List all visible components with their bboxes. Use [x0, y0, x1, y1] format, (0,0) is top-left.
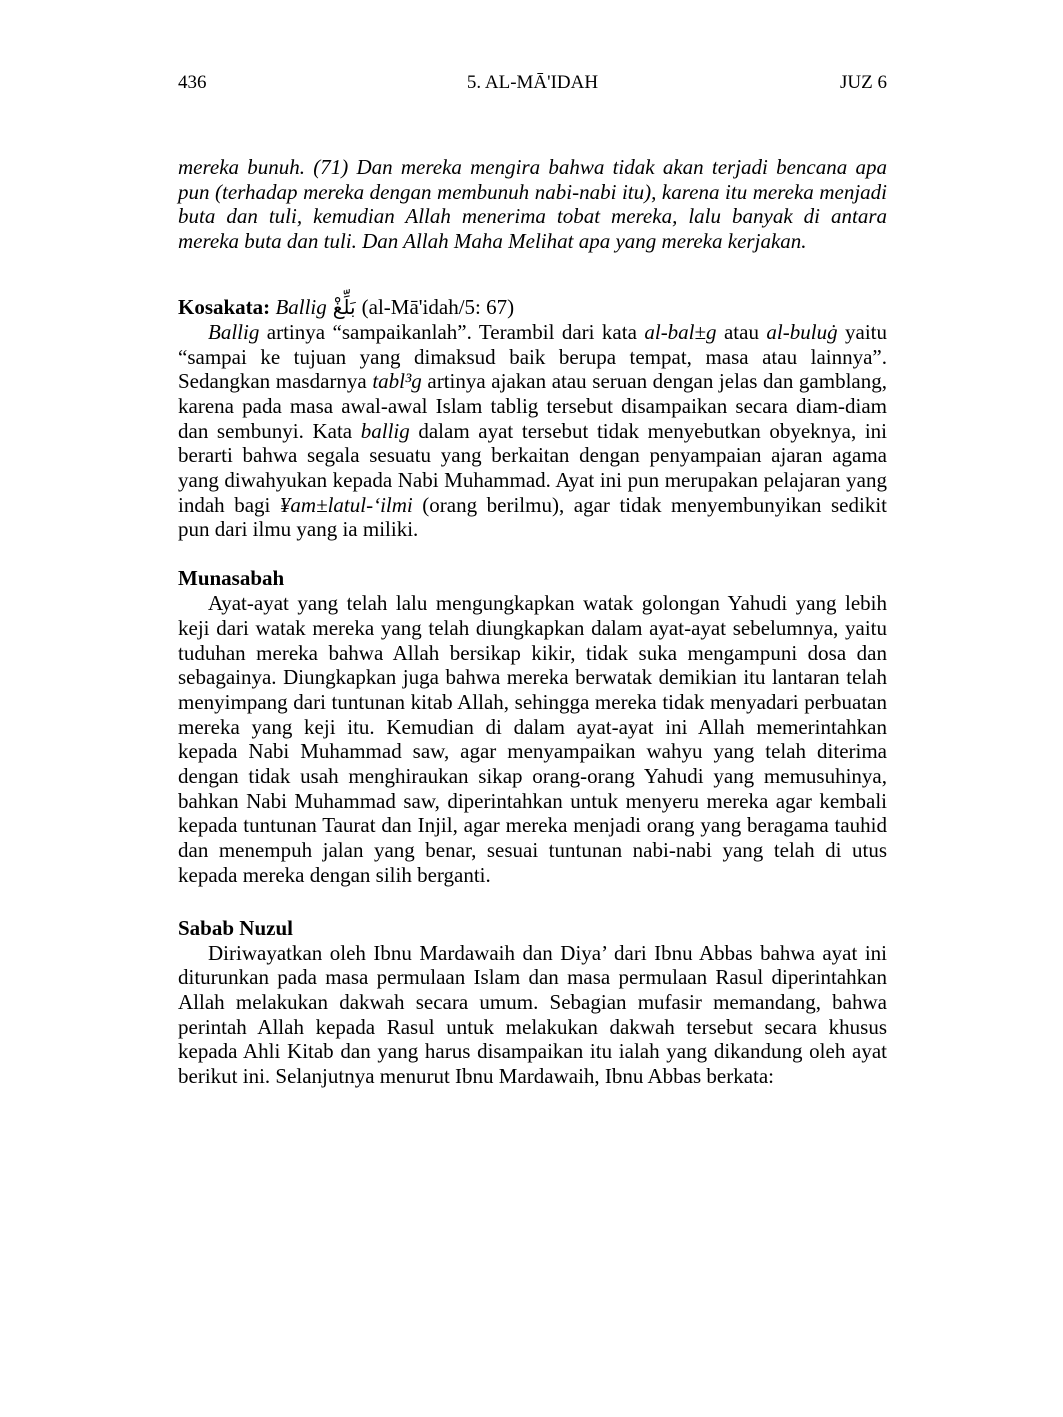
term-hamalatul-ilmi: ¥am±latul-‘ilmi	[279, 492, 413, 517]
kosakata-text-2: atau	[716, 319, 767, 344]
kosakata-term: Ballig	[275, 294, 327, 319]
page-header	[178, 72, 887, 98]
arabic-word: بَلِّغْ	[332, 294, 356, 319]
chapter-title: 5. AL-MĀ'IDAH	[466, 72, 599, 93]
kosakata-label: Kosakata:	[178, 294, 271, 319]
term-ballig-2: ballig	[360, 418, 410, 443]
page-body	[178, 155, 887, 1089]
kosakata-text-6: (orang berilmu), agar tidak menyembunyikan sedikit pun dari ilmu yang ia miliki.	[178, 492, 887, 542]
sabab-nuzul-heading: Sabab Nuzul	[178, 915, 293, 940]
kosakata-text-4: artinya ajakan atau seruan dengan jelas dan gamblang, karena pada masa awal-awal Islam tablig tersebut disampaikan secara diam-diam dan sembunyi. Kata	[178, 369, 887, 443]
sabab-nuzul-paragraph: Diriwayatkan oleh Ibnu Mardawaih dan Diya’ dari Ibnu Abbas bahwa ayat ini diturunkan pada masa permulaan Islam dan masa permulaan Rasul diperintahkan Allah melakukan dakwah secara umum. Sebagian mufasir memandang, bahwa perintah Allah kepada Rasul untuk melakukan dakwah tersebut secara khusus kepada Ahli Kitab dan yang harus disampaikan itu ialah yang dikandung oleh ayat berikut ini. Selanjutnya menurut Ibnu Mardawaih, Ibnu Abbas berkata:	[178, 940, 887, 1089]
kosakata-reference: (al-Mā'idah/5: 67)	[361, 294, 515, 319]
munasabah-heading: Munasabah	[178, 566, 285, 591]
term-tablig: tabl³g	[372, 369, 422, 394]
page-number: 436	[178, 72, 207, 93]
term-ballig: Ballig	[208, 319, 260, 344]
munasabah-paragraph: Ayat-ayat yang telah lalu mengungkapkan watak golongan Yahudi yang lebih keji dari watak mereka yang telah diungkapkan dalam ayat-ayat sebelumnya, yaitu tuduhan mereka bahwa Allah bersikap kikir, tidak suka mengampuni dosa dan sebagainya. Diungkapkan juga bahwa mereka berwatak demikian itu lantaran telah menyimpang dari tuntunan kitab Allah, sehingga mereka tidak menyadari perbuatan mereka yang keji itu. Kemudian di dalam ayat-ayat ini Allah memerintahkan kepada Nabi Muhammad saw, agar menyampaikan wahyu yang telah diterima dengan tidak usah menghiraukan sikap orang-orang Yahudi yang memusuhinya, bahkan Nabi Muhammad saw, diperintahkan untuk menyeru mereka agar kembali kepada tuntunan Taurat dan Injil, agar mereka menjadi orang yang beragama tauhid dan menempuh jalan yang benar, sesuai tuntunan nabi-nabi yang telah di utus kepada mereka dengan silih berganti.	[178, 591, 887, 887]
verse-translation: mereka bunuh. (71) Dan mereka mengira bahwa tidak akan terjadi bencana apa pun (terhadap mereka dengan membunuh nabi-nabi itu), karena itu mereka menjadi buta dan tuli, kemudian Allah menerima tobat mereka, lalu banyak di antara mereka buta dan tuli. Dan Allah Maha Melihat apa yang mereka kerjakan.	[178, 155, 887, 254]
kosakata-text-1: artinya “sampaikanlah”. Terambil dari kata	[259, 319, 645, 344]
term-al-bulug: al-buluġ	[766, 319, 838, 344]
kosakata-heading	[178, 294, 887, 320]
kosakata-text-3: yaitu “sampai ke tujuan yang dimaksud baik berupa tempat, masa atau lainnya”. Sedangkan masdarnya	[178, 319, 888, 394]
term-al-balag: al-bal±g	[644, 319, 717, 344]
juz-label: JUZ 6	[840, 72, 887, 93]
kosakata-text-5: dalam ayat tersebut tidak menyebutkan obyeknya, ini berarti bahwa segala sesuatu yang berkaitan dengan penyampaian ajaran agama yang diwahyukan kepada Nabi Muhammad. Ayat ini pun merupakan pelajaran yang indah bagi	[178, 418, 888, 517]
kosakata-paragraph	[178, 320, 887, 542]
